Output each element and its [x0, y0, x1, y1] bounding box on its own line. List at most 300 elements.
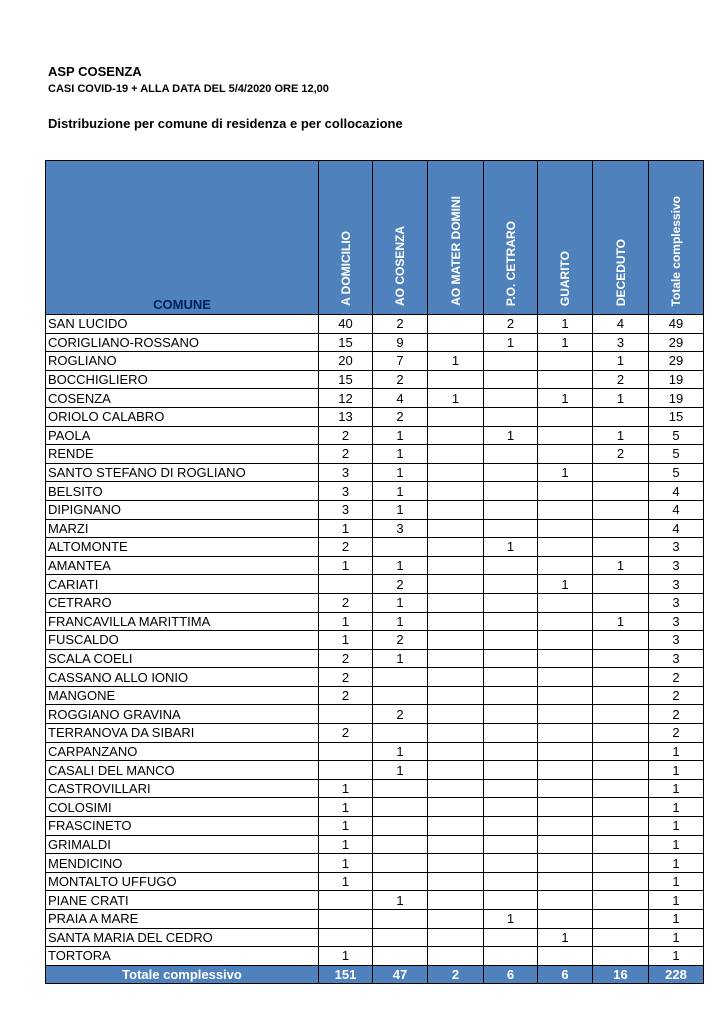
comune-name: FRANCAVILLA MARITTIMA [46, 612, 319, 631]
count-cell: 1 [373, 482, 428, 501]
count-cell: 3 [649, 593, 704, 612]
count-cell [484, 500, 538, 519]
count-cell: 2 [373, 705, 428, 724]
count-cell: 1 [593, 556, 649, 575]
count-cell [484, 612, 538, 631]
count-cell [593, 724, 649, 743]
count-cell [538, 631, 593, 650]
count-cell: 3 [649, 538, 704, 557]
count-cell: 3 [373, 519, 428, 538]
table-row [46, 463, 704, 482]
table-row [46, 426, 704, 445]
count-cell: 1 [484, 538, 538, 557]
count-cell [428, 370, 484, 389]
count-cell [593, 668, 649, 687]
count-cell [484, 928, 538, 947]
table-row [46, 482, 704, 501]
count-cell [538, 445, 593, 464]
count-cell: 1 [649, 854, 704, 873]
count-cell: 1 [319, 519, 373, 538]
count-cell: 1 [373, 445, 428, 464]
count-cell: 3 [649, 631, 704, 650]
count-cell [593, 817, 649, 836]
comune-name: ROGGIANO GRAVINA [46, 705, 319, 724]
count-cell [593, 928, 649, 947]
table-row [46, 519, 704, 538]
report-heading: Distribuzione per comune di residenza e per collocazione [48, 116, 403, 131]
count-cell [484, 519, 538, 538]
total-cell: 16 [593, 965, 649, 983]
count-cell [428, 482, 484, 501]
count-cell [428, 463, 484, 482]
table-row [46, 686, 704, 705]
column-header-label: Totale complessivo [669, 195, 683, 306]
count-cell [373, 872, 428, 891]
count-cell: 1 [319, 556, 373, 575]
column-header-comune: COMUNE [46, 161, 319, 315]
count-cell [319, 761, 373, 780]
count-cell: 7 [373, 352, 428, 371]
count-cell [538, 724, 593, 743]
table-row [46, 928, 704, 947]
count-cell: 1 [373, 500, 428, 519]
table-row [46, 742, 704, 761]
count-cell [593, 947, 649, 966]
count-cell: 1 [373, 463, 428, 482]
table-row [46, 761, 704, 780]
count-cell [428, 333, 484, 352]
comune-name: AMANTEA [46, 556, 319, 575]
comune-name: MONTALTO UFFUGO [46, 872, 319, 891]
count-cell [538, 779, 593, 798]
count-cell: 3 [649, 612, 704, 631]
count-cell: 1 [319, 947, 373, 966]
total-label: Totale complessivo [46, 965, 319, 983]
count-cell [428, 649, 484, 668]
comune-name: TORTORA [46, 947, 319, 966]
comune-name: ORIOLO CALABRO [46, 407, 319, 426]
count-cell: 1 [428, 389, 484, 408]
count-cell: 1 [593, 612, 649, 631]
count-cell [593, 798, 649, 817]
count-cell [484, 370, 538, 389]
count-cell: 1 [319, 612, 373, 631]
count-cell [484, 389, 538, 408]
count-cell: 1 [319, 854, 373, 873]
count-cell [593, 854, 649, 873]
count-cell [593, 910, 649, 929]
comune-name: MARZI [46, 519, 319, 538]
table-row [46, 445, 704, 464]
count-cell [593, 593, 649, 612]
count-cell [538, 426, 593, 445]
comune-name: TERRANOVA DA SIBARI [46, 724, 319, 743]
count-cell: 29 [649, 352, 704, 371]
count-cell [593, 482, 649, 501]
count-cell [428, 724, 484, 743]
table-row [46, 798, 704, 817]
table-row [46, 333, 704, 352]
count-cell [538, 519, 593, 538]
count-cell: 1 [538, 389, 593, 408]
count-cell [484, 631, 538, 650]
count-cell [593, 835, 649, 854]
count-cell: 1 [319, 872, 373, 891]
count-cell: 4 [649, 519, 704, 538]
table-row [46, 835, 704, 854]
count-cell [319, 742, 373, 761]
count-cell [593, 891, 649, 910]
count-cell: 3 [319, 482, 373, 501]
count-cell [428, 798, 484, 817]
count-cell [319, 705, 373, 724]
count-cell: 2 [319, 593, 373, 612]
count-cell: 19 [649, 389, 704, 408]
total-cell: 2 [428, 965, 484, 983]
table-row [46, 910, 704, 929]
count-cell: 1 [319, 835, 373, 854]
column-header-label: P.O. CETRARO [503, 220, 518, 306]
count-cell: 1 [649, 761, 704, 780]
count-cell [484, 891, 538, 910]
count-cell [538, 854, 593, 873]
comune-name: CORIGLIANO-ROSSANO [46, 333, 319, 352]
cases-table [45, 160, 704, 984]
count-cell: 1 [319, 798, 373, 817]
count-cell [484, 575, 538, 594]
comune-name: CETRARO [46, 593, 319, 612]
count-cell: 29 [649, 333, 704, 352]
count-cell: 2 [373, 407, 428, 426]
comune-name: BOCCHIGLIERO [46, 370, 319, 389]
count-cell [538, 482, 593, 501]
table-row [46, 779, 704, 798]
count-cell: 1 [649, 779, 704, 798]
count-cell: 2 [319, 649, 373, 668]
count-cell [538, 761, 593, 780]
table-row [46, 538, 704, 557]
count-cell [538, 817, 593, 836]
count-cell [484, 798, 538, 817]
count-cell [428, 315, 484, 334]
count-cell: 2 [649, 686, 704, 705]
count-cell [428, 891, 484, 910]
table-row [46, 817, 704, 836]
column-header-deceduto [593, 161, 649, 315]
count-cell [484, 724, 538, 743]
count-cell [538, 370, 593, 389]
count-cell [538, 705, 593, 724]
count-cell [428, 872, 484, 891]
count-cell [428, 928, 484, 947]
count-cell: 2 [593, 445, 649, 464]
count-cell [484, 463, 538, 482]
count-cell: 2 [373, 315, 428, 334]
count-cell: 1 [538, 333, 593, 352]
count-cell [373, 910, 428, 929]
count-cell: 1 [538, 575, 593, 594]
total-cell: 228 [649, 965, 704, 983]
count-cell [538, 668, 593, 687]
count-cell: 1 [319, 779, 373, 798]
comune-name: ROGLIANO [46, 352, 319, 371]
count-cell [319, 575, 373, 594]
count-cell: 2 [319, 538, 373, 557]
count-cell [319, 891, 373, 910]
comune-name: MENDICINO [46, 854, 319, 873]
comune-name: GRIMALDI [46, 835, 319, 854]
total-cell: 47 [373, 965, 428, 983]
total-row [46, 965, 704, 983]
count-cell: 1 [649, 910, 704, 929]
count-cell [593, 742, 649, 761]
count-cell [593, 649, 649, 668]
count-cell: 5 [649, 426, 704, 445]
table-row [46, 947, 704, 966]
count-cell: 1 [538, 928, 593, 947]
count-cell: 1 [373, 426, 428, 445]
count-cell [428, 668, 484, 687]
table-row [46, 556, 704, 575]
count-cell [428, 910, 484, 929]
count-cell [593, 538, 649, 557]
comune-name: FUSCALDO [46, 631, 319, 650]
count-cell [538, 686, 593, 705]
count-cell: 12 [319, 389, 373, 408]
column-header-po-cetraro [484, 161, 538, 315]
comune-name: ALTOMONTE [46, 538, 319, 557]
count-cell [484, 649, 538, 668]
count-cell: 2 [649, 668, 704, 687]
count-cell: 2 [319, 724, 373, 743]
count-cell: 1 [649, 817, 704, 836]
table-row [46, 705, 704, 724]
table-row [46, 500, 704, 519]
count-cell [373, 538, 428, 557]
count-cell [428, 575, 484, 594]
column-header-a-domicilio [319, 161, 373, 315]
count-cell [319, 928, 373, 947]
count-cell [484, 947, 538, 966]
count-cell: 5 [649, 463, 704, 482]
comune-name: PAOLA [46, 426, 319, 445]
report-subtitle: CASI COVID-19 + ALLA DATA DEL 5/4/2020 ORE 12,00 [48, 83, 329, 95]
count-cell: 15 [649, 407, 704, 426]
count-cell [428, 854, 484, 873]
count-cell [484, 854, 538, 873]
count-cell [428, 500, 484, 519]
count-cell: 1 [593, 352, 649, 371]
count-cell [538, 407, 593, 426]
count-cell [593, 761, 649, 780]
count-cell: 1 [373, 556, 428, 575]
count-cell [428, 612, 484, 631]
count-cell: 1 [373, 593, 428, 612]
count-cell [373, 779, 428, 798]
count-cell [538, 798, 593, 817]
table-row [46, 631, 704, 650]
count-cell: 4 [373, 389, 428, 408]
table-header-row [46, 161, 704, 315]
count-cell: 1 [538, 315, 593, 334]
count-cell [428, 593, 484, 612]
count-cell: 1 [649, 742, 704, 761]
comune-name: CARIATI [46, 575, 319, 594]
table-row [46, 407, 704, 426]
table-row [46, 315, 704, 334]
table-row [46, 854, 704, 873]
count-cell: 49 [649, 315, 704, 334]
count-cell: 5 [649, 445, 704, 464]
count-cell: 1 [649, 798, 704, 817]
count-cell [538, 538, 593, 557]
count-cell [538, 612, 593, 631]
comune-name: CARPANZANO [46, 742, 319, 761]
count-cell [373, 798, 428, 817]
count-cell: 40 [319, 315, 373, 334]
count-cell [484, 872, 538, 891]
count-cell: 2 [373, 370, 428, 389]
comune-name: FRASCINETO [46, 817, 319, 836]
count-cell [593, 407, 649, 426]
count-cell [428, 761, 484, 780]
count-cell: 3 [319, 463, 373, 482]
comune-name: SAN LUCIDO [46, 315, 319, 334]
count-cell: 1 [373, 649, 428, 668]
count-cell: 2 [373, 575, 428, 594]
comune-name: MANGONE [46, 686, 319, 705]
count-cell [538, 556, 593, 575]
count-cell [484, 817, 538, 836]
count-cell: 3 [593, 333, 649, 352]
table-row [46, 370, 704, 389]
column-header-ao-mater-domini [428, 161, 484, 315]
count-cell: 1 [484, 333, 538, 352]
count-cell [593, 575, 649, 594]
count-cell: 3 [319, 500, 373, 519]
count-cell [538, 910, 593, 929]
count-cell: 1 [373, 761, 428, 780]
count-cell: 2 [649, 724, 704, 743]
count-cell: 2 [484, 315, 538, 334]
count-cell [428, 407, 484, 426]
count-cell: 20 [319, 352, 373, 371]
count-cell: 1 [538, 463, 593, 482]
count-cell: 1 [649, 891, 704, 910]
count-cell: 1 [649, 947, 704, 966]
count-cell: 1 [649, 872, 704, 891]
count-cell [428, 631, 484, 650]
count-cell [373, 947, 428, 966]
comune-name: SCALA COELI [46, 649, 319, 668]
count-cell [428, 556, 484, 575]
count-cell [538, 593, 593, 612]
report-org: ASP COSENZA [48, 64, 142, 79]
count-cell: 1 [649, 835, 704, 854]
comune-name: BELSITO [46, 482, 319, 501]
column-header-label: AO MATER DOMINI [448, 196, 463, 306]
count-cell [538, 352, 593, 371]
count-cell: 4 [649, 500, 704, 519]
count-cell [484, 407, 538, 426]
count-cell [428, 779, 484, 798]
column-header-totale [649, 161, 704, 315]
comune-name: CASALI DEL MANCO [46, 761, 319, 780]
total-cell: 151 [319, 965, 373, 983]
count-cell [484, 352, 538, 371]
table-row [46, 649, 704, 668]
table-row [46, 891, 704, 910]
count-cell [428, 426, 484, 445]
count-cell: 1 [593, 426, 649, 445]
count-cell: 1 [593, 389, 649, 408]
count-cell [484, 482, 538, 501]
count-cell [484, 761, 538, 780]
column-header-label: DECEDUTO [613, 238, 628, 306]
table-row [46, 593, 704, 612]
count-cell [484, 835, 538, 854]
count-cell [373, 686, 428, 705]
count-cell [593, 779, 649, 798]
count-cell [484, 593, 538, 612]
count-cell [428, 538, 484, 557]
total-cell: 6 [484, 965, 538, 983]
count-cell [373, 724, 428, 743]
comune-name: SANTA MARIA DEL CEDRO [46, 928, 319, 947]
count-cell: 9 [373, 333, 428, 352]
count-cell: 2 [319, 426, 373, 445]
total-cell: 6 [538, 965, 593, 983]
count-cell [593, 463, 649, 482]
table-row [46, 389, 704, 408]
count-cell: 2 [319, 668, 373, 687]
count-cell [373, 854, 428, 873]
comune-name: CASTROVILLARI [46, 779, 319, 798]
count-cell: 1 [373, 891, 428, 910]
comune-name: PIANE CRATI [46, 891, 319, 910]
count-cell [428, 705, 484, 724]
count-cell [319, 910, 373, 929]
count-cell [593, 686, 649, 705]
count-cell [593, 519, 649, 538]
comune-name: CASSANO ALLO IONIO [46, 668, 319, 687]
count-cell [538, 500, 593, 519]
count-cell: 4 [649, 482, 704, 501]
comune-name: RENDE [46, 445, 319, 464]
count-cell [373, 835, 428, 854]
comune-name: PRAIA A MARE [46, 910, 319, 929]
comune-name: COSENZA [46, 389, 319, 408]
count-cell [428, 445, 484, 464]
count-cell [373, 928, 428, 947]
count-cell: 4 [593, 315, 649, 334]
count-cell: 2 [373, 631, 428, 650]
count-cell: 2 [593, 370, 649, 389]
column-header-guarito [538, 161, 593, 315]
count-cell [373, 817, 428, 836]
count-cell: 1 [484, 910, 538, 929]
count-cell [593, 500, 649, 519]
count-cell [538, 891, 593, 910]
count-cell [373, 668, 428, 687]
count-cell: 15 [319, 370, 373, 389]
count-cell [428, 835, 484, 854]
column-header-label: AO COSENZA [393, 225, 407, 306]
count-cell: 3 [649, 575, 704, 594]
count-cell [538, 835, 593, 854]
count-cell: 1 [319, 631, 373, 650]
table-row [46, 612, 704, 631]
